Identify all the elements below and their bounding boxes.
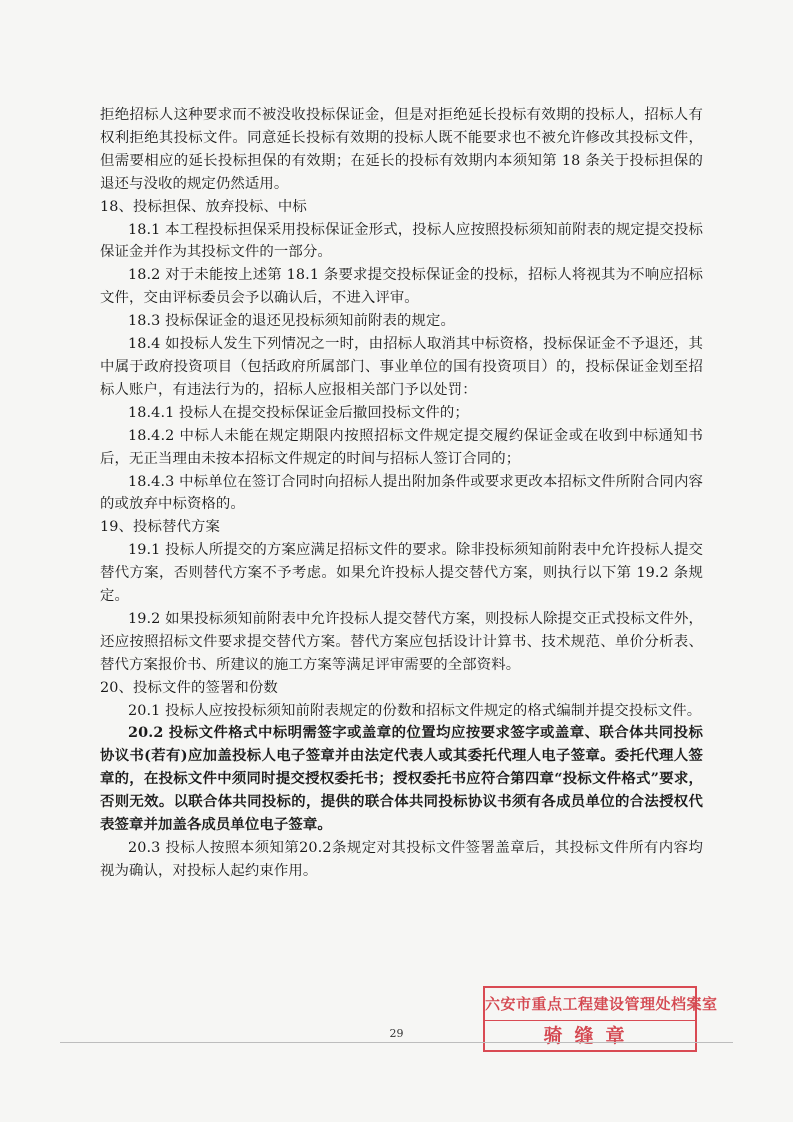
clause-18-3: 18.3 投标保证金的退还见投标须知前附表的规定。	[128, 313, 455, 330]
paragraph-continuation: 拒绝招标人这种要求而不被没收投标保证金，但是对拒绝延长投标有效期的投标人，招标人有权利拒绝其投标文件。同意延长投标有效期的投标人既不能要求也不被允许修改其投标文件，但需要相应的延长投标担保的有效期；在延长的投标有效期内本须知第 18 条关于投标担保的退还与没收的规定仍然适用。	[100, 107, 703, 192]
clause-19-1: 19.1 投标人所提交的方案应满足招标文件的要求。除非投标须知前附表中允许投标人提交替代方案，否则替代方案不予考虑。如果允许投标人提交替代方案，则执行以下第 19.2 条规定。	[100, 542, 703, 605]
document-body	[100, 104, 703, 883]
clause-18-4: 18.4 如投标人发生下列情况之一时，由招标人取消其中标资格，投标保证金不予退还，其中属于政府投资项目（包括政府所属部门、事业单位的国有投资项目）的，投标保证金划至招标人账户，有违法行为的，招标人应报相关部门予以处罚：	[100, 336, 703, 398]
section-heading-19: 19、投标替代方案	[100, 519, 220, 536]
clause-18-1: 18.1 本工程投标担保采用投标保证金形式，投标人应按照投标须知前附表的规定提交投标保证金并作为其投标文件的一部分。	[100, 221, 703, 261]
stamp-seal-label: 骑缝章	[543, 1025, 637, 1047]
clause-18-4-1: 18.4.1 投标人在提交投标保证金后撤回投标文件的；	[128, 404, 469, 421]
section-heading-20: 20、投标文件的签署和份数	[100, 679, 278, 696]
section-heading-18: 18、投标担保、放弃投标、中标	[100, 198, 307, 215]
clause-18-4-3: 18.4.3 中标单位在签订合同时向招标人提出附加条件或要求更改本招标文件所附合同内容的或放弃中标资格的。	[100, 473, 703, 513]
clause-20-1: 20.1 投标人应按投标须知前附表规定的份数和招标文件规定的格式编制并提交投标文件。	[128, 702, 702, 719]
clause-20-3: 20.3 投标人按照本须知第20.2条规定对其投标文件签署盖章后，其投标文件所有内容均视为确认，对投标人起约束作用。	[100, 840, 703, 879]
stamp-org-name: 六安市重点工程建设管理处档案室	[485, 988, 695, 1021]
page-number: 29	[389, 1027, 404, 1040]
clause-19-2: 19.2 如果投标须知前附表中允许投标人提交替代方案，则投标人除提交正式投标文件外，还应按照招标文件要求提交替代方案。替代方案应包括设计计算书、技术规范、单价分析表、替代方案报价书、所建议的施工方案等满足评审需要的全部资料。	[100, 610, 703, 673]
clause-18-2: 18.2 对于未能按上述第 18.1 条要求提交投标保证金的投标，招标人将视其为不响应招标文件，交由评标委员会予以确认后，不进入评审。	[100, 267, 703, 307]
clause-20-2: 20.2 投标文件格式中标明需签字或盖章的位置均应按要求签字或盖章、联合体共同投标协议书(若有)应加盖投标人电子签章并由法定代表人或其委托代理人电子签章。委托代理人签章的，在投标文件中须同时提交授权委托书；授权委托书应符合第四章“投标文件格式”要求，否则无效。以联合体共同投标的，提供的联合体共同投标协议书须有各成员单位的合法授权代表签章并加盖各成员单位电子签章。	[100, 724, 703, 834]
clause-18-4-2: 18.4.2 中标人未能在规定期限内按照招标文件规定提交履约保证金或在收到中标通知书后，无正当理由未按本招标文件规定的时间与招标人签订合同的；	[100, 427, 703, 467]
footer-divider	[60, 1042, 733, 1043]
